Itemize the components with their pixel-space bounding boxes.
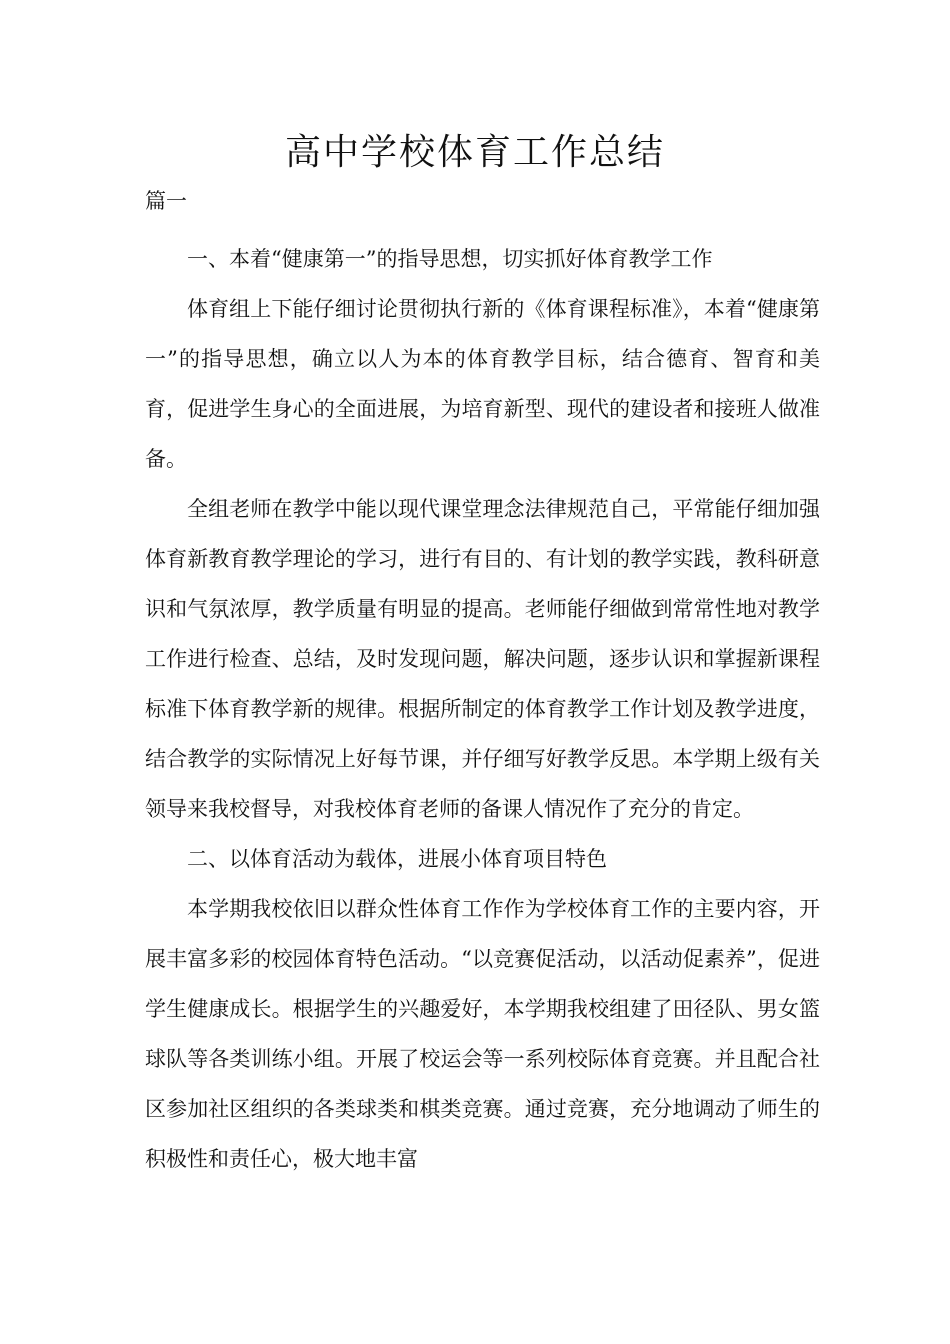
section-label: 篇一	[145, 189, 187, 213]
body-paragraph: 本学期我校依旧以群众性体育工作作为学校体育工作的主要内容，开展丰富多彩的校园体育特色活动。“以竞赛促活动，以活动促素养”，促进学生健康成长。根据学生的兴趣爱好，本学期我校组建了田径队、男女篮球队等各类训练小组。开展了校运会等一系列校际体育竞赛。并且配合社区参加社区组织的各类球类和棋类竞赛。通过竞赛，充分地调动了师生的积极性和责任心，极大地丰富	[145, 897, 820, 1171]
heading-paragraph-2: 二、以体育活动为载体，进展小体育项目特色	[187, 847, 607, 871]
heading-paragraph-1: 一、本着“健康第一”的指导思想，切实抓好体育教学工作	[187, 247, 713, 271]
document-title: 高中学校体育工作总结	[284, 132, 665, 173]
document-body	[145, 234, 820, 1184]
body-paragraph: 体育组上下能仔细讨论贯彻执行新的《体育课程标准》，本着“健康第一”的指导思想，确立以人为本的体育教学目标，结合德育、智育和美育，促进学生身心的全面进展，为培育新型、现代的建设者和接班人做准备。	[145, 297, 820, 471]
body-paragraph: 全组老师在教学中能以现代课堂理念法律规范自己，平常能仔细加强体育新教育教学理论的学习，进行有目的、有计划的教学实践，教科研意识和气氛浓厚，教学质量有明显的提高。老师能仔细做到常常性地对教学工作进行检查、总结，及时发现问题，解决问题，逐步认识和掌握新课程标准下体育教学新的规律。根据所制定的体育教学工作计划及教学进度，结合教学的实际情况上好每节课，并仔细写好教学反思。本学期上级有关领导来我校督导，对我校体育老师的备课人情况作了充分的肯定。	[145, 497, 820, 821]
